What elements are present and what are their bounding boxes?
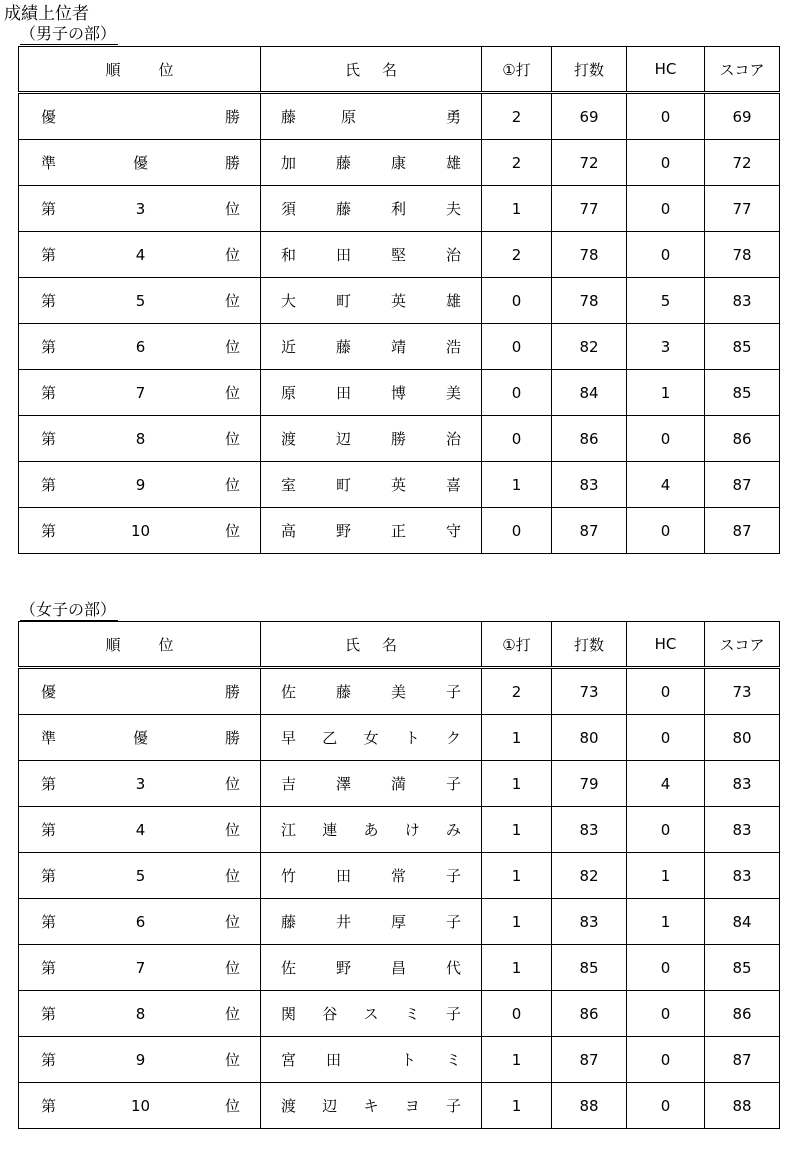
rank-cell: 第 6 位 <box>19 899 261 945</box>
women-results-table <box>18 621 780 1129</box>
first-shot-header: ①打 <box>482 622 552 668</box>
table-row <box>19 232 780 278</box>
table-row <box>19 853 780 899</box>
score-cell: 73 <box>705 668 780 715</box>
player-name-cell: 原 田 博 美 <box>261 370 482 416</box>
score-cell: 77 <box>705 186 780 232</box>
rank-cell: 準 優 勝 <box>19 140 261 186</box>
strokes-cell: 80 <box>552 715 627 761</box>
player-name-cell: 佐 野 昌 代 <box>261 945 482 991</box>
hc-header: HC <box>627 47 705 93</box>
player-name-cell: 渡 辺 勝 治 <box>261 416 482 462</box>
rank-cell: 第 4 位 <box>19 232 261 278</box>
rank-cell: 第 10 位 <box>19 1083 261 1129</box>
table-header-row <box>19 622 780 668</box>
score-cell: 72 <box>705 140 780 186</box>
score-cell: 83 <box>705 278 780 324</box>
first-shot-cell: 1 <box>482 186 552 232</box>
hc-cell: 0 <box>627 668 705 715</box>
strokes-cell: 88 <box>552 1083 627 1129</box>
player-name-cell: 近 藤 靖 浩 <box>261 324 482 370</box>
strokes-cell: 85 <box>552 945 627 991</box>
rank-header: 順 位 <box>19 622 261 668</box>
score-cell: 80 <box>705 715 780 761</box>
first-shot-cell: 2 <box>482 232 552 278</box>
player-name-cell: 吉 澤 満 子 <box>261 761 482 807</box>
player-name-cell: 佐 藤 美 子 <box>261 668 482 715</box>
table-row <box>19 807 780 853</box>
hc-cell: 0 <box>627 508 705 554</box>
first-shot-cell: 1 <box>482 761 552 807</box>
player-name-cell: 和 田 堅 治 <box>261 232 482 278</box>
rank-cell: 第 3 位 <box>19 761 261 807</box>
page-title: 成績上位者 <box>4 4 89 24</box>
table-row <box>19 370 780 416</box>
hc-cell: 0 <box>627 416 705 462</box>
player-name-cell: 渡 辺 キ ヨ 子 <box>261 1083 482 1129</box>
table-row <box>19 93 780 140</box>
strokes-cell: 83 <box>552 462 627 508</box>
hc-cell: 1 <box>627 899 705 945</box>
strokes-header: 打数 <box>552 622 627 668</box>
strokes-cell: 78 <box>552 232 627 278</box>
score-cell: 87 <box>705 508 780 554</box>
hc-cell: 0 <box>627 93 705 140</box>
rank-cell: 第 8 位 <box>19 991 261 1037</box>
strokes-cell: 84 <box>552 370 627 416</box>
rank-cell: 準 優 勝 <box>19 715 261 761</box>
hc-cell: 0 <box>627 1083 705 1129</box>
strokes-cell: 82 <box>552 324 627 370</box>
score-header: スコア <box>705 47 780 93</box>
first-shot-cell: 1 <box>482 945 552 991</box>
hc-cell: 0 <box>627 807 705 853</box>
score-cell: 86 <box>705 416 780 462</box>
first-shot-cell: 1 <box>482 1037 552 1083</box>
strokes-header: 打数 <box>552 47 627 93</box>
rank-cell: 優 勝 <box>19 668 261 715</box>
hc-cell: 4 <box>627 462 705 508</box>
strokes-cell: 86 <box>552 416 627 462</box>
strokes-cell: 77 <box>552 186 627 232</box>
rank-cell: 第 5 位 <box>19 853 261 899</box>
rank-cell: 第 7 位 <box>19 370 261 416</box>
player-name-cell: 大 町 英 雄 <box>261 278 482 324</box>
table-row <box>19 899 780 945</box>
hc-cell: 0 <box>627 232 705 278</box>
player-name-cell: 江 連 あ け み <box>261 807 482 853</box>
first-shot-cell: 1 <box>482 899 552 945</box>
score-cell: 84 <box>705 899 780 945</box>
strokes-cell: 87 <box>552 1037 627 1083</box>
table-row <box>19 186 780 232</box>
table-row <box>19 991 780 1037</box>
rank-cell: 優 勝 <box>19 93 261 140</box>
first-shot-cell: 0 <box>482 324 552 370</box>
score-cell: 85 <box>705 945 780 991</box>
men-results-table <box>18 46 780 554</box>
player-name-cell: 加 藤 康 雄 <box>261 140 482 186</box>
score-cell: 85 <box>705 324 780 370</box>
first-shot-header: ①打 <box>482 47 552 93</box>
table-row <box>19 1037 780 1083</box>
hc-cell: 0 <box>627 991 705 1037</box>
strokes-cell: 86 <box>552 991 627 1037</box>
player-name-cell: 須 藤 利 夫 <box>261 186 482 232</box>
hc-cell: 5 <box>627 278 705 324</box>
rank-header: 順 位 <box>19 47 261 93</box>
first-shot-cell: 0 <box>482 370 552 416</box>
hc-cell: 1 <box>627 370 705 416</box>
table-row <box>19 1083 780 1129</box>
player-name-cell: 高 野 正 守 <box>261 508 482 554</box>
table-row <box>19 508 780 554</box>
score-cell: 86 <box>705 991 780 1037</box>
table-header-row <box>19 47 780 93</box>
first-shot-cell: 0 <box>482 278 552 324</box>
strokes-cell: 83 <box>552 899 627 945</box>
hc-cell: 3 <box>627 324 705 370</box>
rank-cell: 第 9 位 <box>19 1037 261 1083</box>
table-row <box>19 462 780 508</box>
strokes-cell: 83 <box>552 807 627 853</box>
hc-cell: 0 <box>627 1037 705 1083</box>
women-section-label: （女子の部） <box>20 600 117 619</box>
player-name-cell: 藤 井 厚 子 <box>261 899 482 945</box>
rank-cell: 第 3 位 <box>19 186 261 232</box>
table-row <box>19 140 780 186</box>
table-row <box>19 715 780 761</box>
hc-cell: 1 <box>627 853 705 899</box>
score-cell: 85 <box>705 370 780 416</box>
strokes-cell: 79 <box>552 761 627 807</box>
strokes-cell: 78 <box>552 278 627 324</box>
strokes-cell: 72 <box>552 140 627 186</box>
name-header: 氏 名 <box>261 622 482 668</box>
first-shot-cell: 0 <box>482 416 552 462</box>
table-row <box>19 416 780 462</box>
strokes-cell: 69 <box>552 93 627 140</box>
table-row <box>19 761 780 807</box>
rank-cell: 第 6 位 <box>19 324 261 370</box>
table-row <box>19 324 780 370</box>
first-shot-cell: 0 <box>482 991 552 1037</box>
rank-cell: 第 10 位 <box>19 508 261 554</box>
score-cell: 83 <box>705 761 780 807</box>
table-row <box>19 278 780 324</box>
rank-cell: 第 5 位 <box>19 278 261 324</box>
hc-cell: 0 <box>627 186 705 232</box>
score-cell: 69 <box>705 93 780 140</box>
hc-cell: 4 <box>627 761 705 807</box>
rank-cell: 第 7 位 <box>19 945 261 991</box>
table-row <box>19 945 780 991</box>
hc-cell: 0 <box>627 945 705 991</box>
rank-cell: 第 4 位 <box>19 807 261 853</box>
score-cell: 83 <box>705 807 780 853</box>
player-name-cell: 宮 田 ト ミ <box>261 1037 482 1083</box>
first-shot-cell: 2 <box>482 140 552 186</box>
hc-cell: 0 <box>627 715 705 761</box>
men-section-label: （男子の部） <box>20 24 117 43</box>
first-shot-cell: 2 <box>482 668 552 715</box>
player-name-cell: 藤 原 勇 <box>261 93 482 140</box>
strokes-cell: 73 <box>552 668 627 715</box>
score-cell: 83 <box>705 853 780 899</box>
first-shot-cell: 2 <box>482 93 552 140</box>
player-name-cell: 早 乙 女 ト ク <box>261 715 482 761</box>
player-name-cell: 竹 田 常 子 <box>261 853 482 899</box>
score-cell: 87 <box>705 462 780 508</box>
score-cell: 78 <box>705 232 780 278</box>
name-header: 氏 名 <box>261 47 482 93</box>
rank-cell: 第 9 位 <box>19 462 261 508</box>
first-shot-cell: 1 <box>482 715 552 761</box>
score-cell: 88 <box>705 1083 780 1129</box>
hc-cell: 0 <box>627 140 705 186</box>
strokes-cell: 82 <box>552 853 627 899</box>
score-header: スコア <box>705 622 780 668</box>
player-name-cell: 室 町 英 喜 <box>261 462 482 508</box>
first-shot-cell: 1 <box>482 462 552 508</box>
score-cell: 87 <box>705 1037 780 1083</box>
player-name-cell: 関 谷 ス ミ 子 <box>261 991 482 1037</box>
rank-cell: 第 8 位 <box>19 416 261 462</box>
first-shot-cell: 1 <box>482 807 552 853</box>
first-shot-cell: 0 <box>482 508 552 554</box>
table-row <box>19 668 780 715</box>
first-shot-cell: 1 <box>482 853 552 899</box>
strokes-cell: 87 <box>552 508 627 554</box>
hc-header: HC <box>627 622 705 668</box>
first-shot-cell: 1 <box>482 1083 552 1129</box>
